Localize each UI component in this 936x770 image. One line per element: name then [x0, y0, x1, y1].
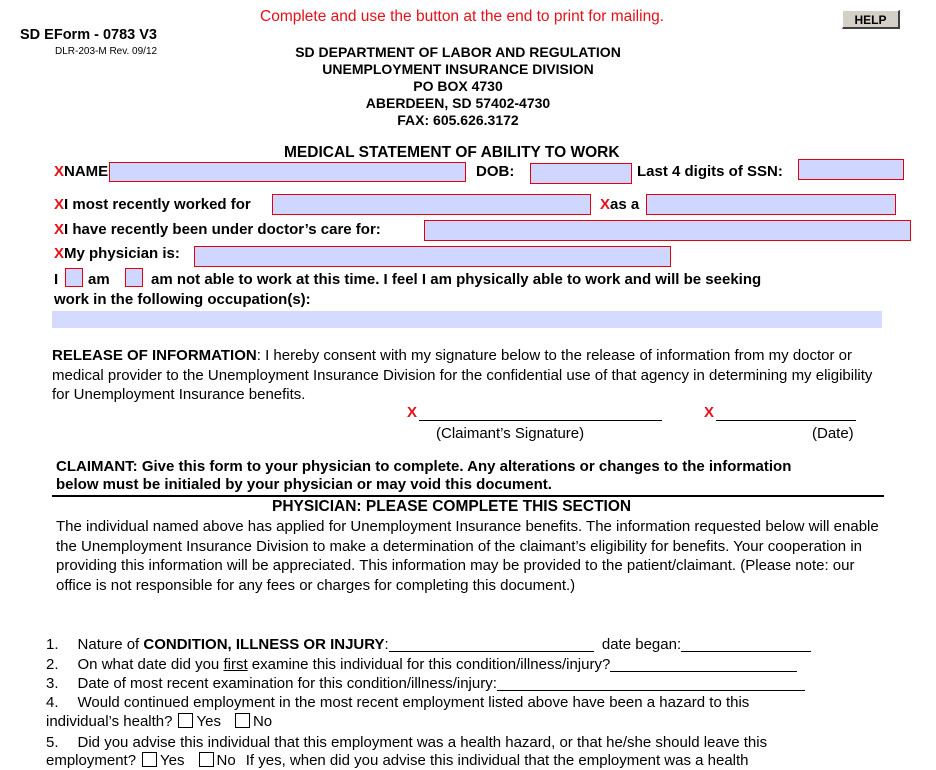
print-instruction: Complete and use the button at the end to print for mailing. [260, 8, 665, 25]
am-label: am [88, 271, 110, 288]
release-heading: RELEASE OF INFORMATION [52, 347, 257, 364]
section-divider [52, 495, 884, 497]
physician-label: XMy physician is: [54, 245, 180, 262]
occupation-input[interactable] [52, 311, 882, 328]
release-of-information [52, 346, 882, 405]
agency-line-5: FAX: 605.626.3172 [397, 112, 519, 128]
dob-label: DOB: [476, 163, 515, 180]
agency-line-4: ABERDEEN, SD 57402-4730 [365, 95, 551, 111]
as-a-label: Xas a [600, 196, 640, 213]
form-title: MEDICAL STATEMENT OF ABILITY TO WORK [284, 144, 620, 161]
condition-line[interactable] [389, 637, 594, 652]
signature-date-line[interactable] [716, 420, 856, 421]
physician-input[interactable] [194, 246, 671, 267]
question-5-answer: employment? Yes No If yes, when did you advise this individual that the employment was a health [46, 752, 749, 769]
ssn-input[interactable] [798, 159, 904, 180]
question-4: 4. Would continued employment in the most recent employment listed above have been a hazard to this [46, 694, 750, 711]
am-able-checkbox[interactable] [65, 268, 83, 287]
date-caption: (Date) [812, 425, 854, 442]
required-mark: X [54, 163, 65, 180]
dob-input[interactable] [530, 163, 632, 184]
recent-exam-line[interactable] [497, 676, 805, 691]
first-exam-line[interactable] [610, 657, 797, 672]
claimant-notice: CLAIMANT: Give this form to your physician to complete. Any alterations or changes to the information below must be initialed by your physician or may void this document. [56, 458, 792, 493]
question-5: 5. Did you advise this individual that this employment was a health hazard, or that he/she should leave this [46, 734, 768, 751]
q4-no-checkbox[interactable] [235, 713, 250, 728]
not-able-text: am not able to work at this time. I feel I am physically able to work and will be seeking [151, 271, 762, 288]
agency-line-3: PO BOX 4730 [413, 78, 503, 94]
question-3: 3. Date of most recent examination for this condition/illness/injury: [46, 674, 805, 693]
physician-heading: PHYSICIAN: PLEASE COMPLETE THIS SECTION [272, 498, 632, 515]
question-2: 2. On what date did you first examine this individual for this condition/illness/injury? [46, 655, 797, 674]
form-revision: DLR-203-M Rev. 09/12 [55, 46, 158, 57]
doctor-care-label: XI have recently been under doctor’s care for: [54, 221, 381, 238]
physician-instructions: The individual named above has applied for Unemployment Insurance benefits. The information requested below will enable the Unemployment Insurance Division to make a determination of the claimant’s eligibility for benefits. Your cooperation in providing this information will be appreciated. This information may be provided to the patient/claimant. (Please note: our office is not responsible for any fees or charges for completing this document.) [56, 518, 879, 594]
signature-caption: (Claimant’s Signature) [436, 425, 585, 442]
claimant-signature-line[interactable] [419, 420, 662, 421]
question-4-answer: individual’s health? Yes No [46, 713, 273, 730]
doctor-care-input[interactable] [424, 220, 911, 241]
occupation-label: work in the following occupation(s): [54, 291, 311, 308]
job-title-input[interactable] [646, 194, 896, 215]
release-body: : I hereby consent with my signature below to the release of information from my doctor or medical provider to the Unemployment Insurance Division for the confidential use of that agency in determining my eligibility for Unemployment Insurance benefits. [52, 347, 873, 403]
agency-line-2: UNEMPLOYMENT INSURANCE DIVISION [322, 61, 594, 77]
agency-address [250, 44, 666, 129]
i-label: I [54, 271, 59, 288]
question-1: 1. Nature of CONDITION, ILLNESS OR INJURY: date began: [46, 635, 811, 654]
worked-for-label: XI most recently worked for [54, 196, 251, 213]
date-mark: X [704, 404, 715, 421]
name-label: XNAME [54, 163, 109, 180]
agency-line-1: SD DEPARTMENT OF LABOR AND REGULATION [295, 44, 621, 60]
employer-input[interactable] [272, 194, 591, 215]
signature-mark: X [407, 404, 418, 421]
am-not-able-checkbox[interactable] [125, 268, 143, 287]
name-input[interactable] [109, 162, 466, 182]
help-button[interactable]: HELP [842, 10, 900, 29]
ssn-label: Last 4 digits of SSN: [637, 163, 783, 180]
date-began-line[interactable] [681, 637, 811, 652]
q4-yes-checkbox[interactable] [178, 713, 193, 728]
form-id: SD EForm - 0783 V3 [20, 27, 157, 43]
